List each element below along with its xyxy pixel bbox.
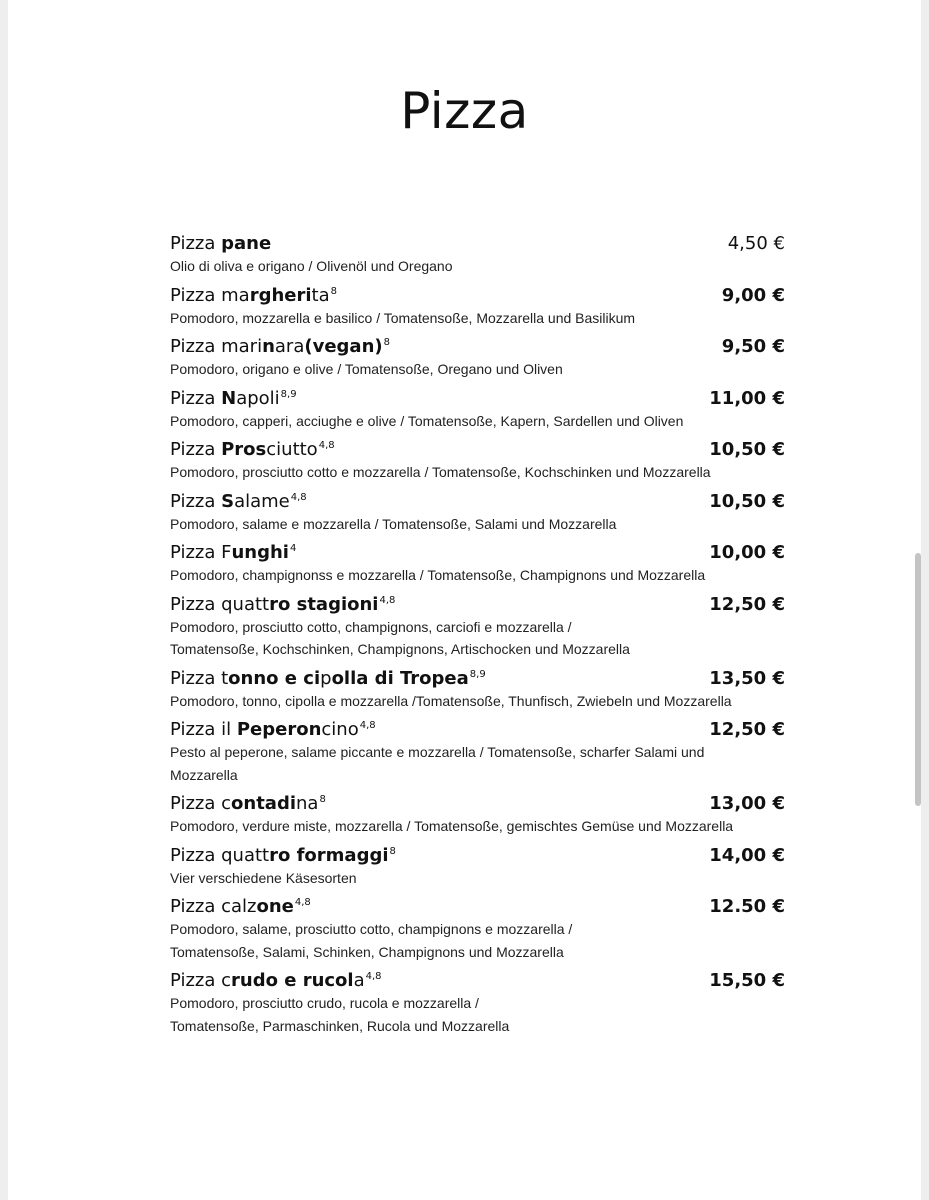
allergen-codes: 8 — [330, 285, 337, 297]
menu-item-name-bold: one — [256, 896, 294, 917]
menu-item — [170, 963, 795, 1037]
menu-item-name-part: Pizza — [170, 387, 222, 409]
menu-item-name — [170, 542, 296, 563]
menu-item — [170, 889, 795, 963]
menu-item-name-bold: n — [262, 336, 275, 357]
menu-item — [170, 786, 795, 838]
allergen-codes: 4,8 — [379, 594, 396, 606]
menu-item-name-bold: rgheri — [249, 284, 312, 306]
menu-item-description — [170, 358, 795, 381]
menu-item-name-part: Pizza quatt — [170, 593, 270, 615]
menu-item-name — [170, 388, 297, 409]
menu-item-name-part: alame — [234, 490, 290, 512]
menu-item-name-part: Pizza quatt — [170, 844, 270, 866]
allergen-codes: 4,8 — [318, 440, 335, 451]
menu-item-name-part: Pizza mari — [170, 336, 263, 357]
menu-item-name — [170, 491, 307, 512]
menu-item — [170, 838, 795, 890]
menu-item-name — [170, 668, 486, 689]
menu-item-name-bold: N — [221, 387, 237, 409]
menu-item-name-bold: Peperon — [236, 719, 322, 740]
menu-item-price: 11,00 € — [709, 387, 785, 409]
menu-item-header — [170, 226, 795, 254]
menu-item-header — [170, 786, 795, 814]
menu-item-description — [170, 690, 795, 713]
menu-item-name-part: ta — [311, 284, 330, 306]
allergen-codes: 8 — [319, 794, 326, 805]
menu-item-price: 9,00 € — [721, 284, 785, 306]
menu-item-price: 10,50 € — [709, 490, 785, 512]
menu-item-name-part: Pizza il — [170, 719, 237, 740]
page-title: Pizza — [400, 82, 529, 140]
menu-item-price: 12,50 € — [709, 593, 785, 615]
menu-item-name — [170, 719, 376, 740]
menu-item-name — [170, 336, 390, 357]
description-line: Pomodoro, salame e mozzarella / Tomatensoße, Salami und Mozzarella — [170, 515, 617, 532]
menu-item-name-bold: unghi — [231, 542, 289, 563]
menu-item-header — [170, 889, 795, 917]
menu-item-name-part: Pizza — [170, 439, 222, 460]
menu-item-description — [170, 616, 795, 661]
description-line: Pomodoro, verdure miste, mozzarella / Tomatensoße, gemischtes Gemüse und Mozzarella — [170, 818, 734, 834]
menu-item-name-part: Pizza F — [170, 542, 232, 563]
menu-item-price: 10,50 € — [709, 439, 785, 460]
description-line: Olio di oliva e origano / Olivenöl und Oregano — [170, 258, 453, 274]
menu-item-name-part: Pizza t — [170, 667, 229, 689]
menu-item-description — [170, 741, 795, 786]
menu-item-price: 12.50 € — [709, 896, 785, 917]
menu-item-description — [170, 992, 795, 1037]
menu-item-description — [170, 307, 795, 330]
menu-item-description — [170, 461, 795, 484]
menu-item — [170, 381, 795, 433]
allergen-codes: 8,9 — [469, 668, 486, 680]
description-line: Pomodoro, champignonss e mozzarella / Tomatensoße, Champignons und Mozzarella — [170, 567, 706, 583]
allergen-codes: 4,8 — [359, 720, 376, 731]
menu-item-description — [170, 564, 795, 587]
description-line: Tomatensoße, Parmaschinken, Rucola und Mozzarella — [170, 1017, 510, 1034]
menu-item-header — [170, 535, 795, 563]
vertical-scrollbar[interactable] — [915, 553, 921, 806]
description-line: Pomodoro, prosciutto cotto, champignons, carciofi e mozzarella / — [170, 618, 572, 635]
menu-item-name-bold: olla di Tropea — [331, 667, 469, 689]
menu-item-price: 15,50 € — [709, 970, 785, 991]
menu-item — [170, 661, 795, 713]
pizza-menu-list — [170, 226, 795, 1037]
menu-item-name-part: Pizza — [170, 233, 222, 254]
menu-item-description — [170, 867, 795, 890]
menu-item-name — [170, 285, 337, 306]
menu-item-header — [170, 963, 795, 991]
description-line: Pomodoro, mozzarella e basilico / Tomatensoße, Mozzarella und Basilikum — [170, 309, 636, 326]
allergen-codes: 8,9 — [280, 388, 297, 400]
menu-item-description — [170, 255, 795, 278]
menu-item-name-part: cino — [321, 719, 359, 740]
menu-item — [170, 712, 795, 786]
menu-item-name — [170, 896, 311, 917]
menu-item-name — [170, 845, 396, 866]
menu-item-header — [170, 484, 795, 512]
menu-item — [170, 535, 795, 587]
allergen-codes: 4,8 — [290, 491, 307, 503]
menu-item — [170, 278, 795, 330]
menu-item-header — [170, 661, 795, 689]
menu-item-name-part: apoli — [236, 387, 280, 409]
allergen-codes: 4,8 — [294, 897, 311, 908]
menu-item-name-part: a — [353, 970, 365, 991]
menu-item-header — [170, 838, 795, 866]
allergen-codes: 8 — [383, 337, 390, 348]
menu-item-name-part: Pizza c — [170, 970, 232, 991]
menu-item-name — [170, 233, 271, 254]
menu-page — [8, 0, 921, 1200]
menu-item-header — [170, 432, 795, 460]
menu-item-header — [170, 712, 795, 740]
menu-item-name-bold: rudo e rucol — [231, 970, 354, 991]
menu-item-description — [170, 513, 795, 536]
menu-item — [170, 587, 795, 661]
menu-item-price: 10,00 € — [709, 542, 785, 563]
menu-item-name-part: Pizza c — [170, 793, 232, 814]
description-line: Mozzarella — [170, 766, 238, 783]
menu-item-name-bold: Pros — [221, 439, 267, 460]
description-line: Pomodoro, origano e olive / Tomatensoße, Oregano und Oliven — [170, 361, 563, 377]
allergen-codes: 4,8 — [365, 971, 382, 982]
menu-item-name-part: ara — [274, 336, 305, 357]
menu-item-description — [170, 815, 795, 838]
menu-item-name-bold: (vegan) — [304, 336, 383, 357]
menu-item — [170, 432, 795, 484]
menu-item-name — [170, 970, 382, 991]
description-line: Pomodoro, tonno, cipolla e mozzarella /Tomatensoße, Thunfisch, Zwiebeln und Mozzarella — [170, 692, 732, 709]
menu-item-description — [170, 410, 795, 433]
menu-item-name-part: ciutto — [266, 439, 318, 460]
menu-item-description — [170, 918, 795, 963]
allergen-codes: 8 — [389, 845, 396, 857]
menu-item-header — [170, 381, 795, 409]
menu-item-name-part: Pizza ma — [170, 284, 250, 306]
menu-item-header — [170, 278, 795, 306]
menu-item-name — [170, 439, 335, 460]
menu-item — [170, 226, 795, 278]
allergen-codes: 4 — [289, 543, 297, 554]
menu-item-header — [170, 329, 795, 357]
menu-item-name-bold: ro formaggi — [269, 844, 389, 866]
menu-item-name-part: Pizza calz — [170, 896, 257, 917]
menu-item-name — [170, 594, 395, 615]
menu-item-price: 13,00 € — [709, 793, 785, 814]
description-line: Pomodoro, capperi, acciughe e olive / Tomatensoße, Kapern, Sardellen und Oliven — [170, 412, 684, 429]
menu-item — [170, 484, 795, 536]
menu-item-name-bold: pane — [221, 233, 272, 254]
menu-item-price: 9,50 € — [721, 336, 785, 357]
menu-item-name-bold: ontadi — [231, 793, 297, 814]
description-line: Vier verschiedene Käsesorten — [170, 869, 357, 886]
menu-item-price: 13,50 € — [709, 667, 785, 689]
description-line: Pomodoro, salame, prosciutto cotto, champignons e mozzarella / — [170, 921, 573, 937]
description-line: Pesto al peperone, salame piccante e mozzarella / Tomatensoße, scharfer Salami und — [170, 744, 705, 760]
menu-item-price: 12,50 € — [709, 719, 785, 740]
menu-item-name-part: Pizza — [170, 490, 222, 512]
menu-item-price: 14,00 € — [709, 844, 785, 866]
description-line: Pomodoro, prosciutto cotto e mozzarella / Tomatensoße, Kochschinken und Mozzarella — [170, 464, 711, 480]
description-line: Tomatensoße, Kochschinken, Champignons, Artischocken und Mozzarella — [170, 641, 630, 657]
menu-item-price: 4,50 € — [727, 233, 785, 254]
menu-item-name — [170, 793, 326, 814]
menu-item-name-part: na — [296, 793, 319, 814]
menu-item-name-bold: onno e ci — [228, 667, 321, 689]
menu-item-header — [170, 587, 795, 615]
menu-item-name-bold: S — [221, 490, 235, 512]
description-line: Tomatensoße, Salami, Schinken, Champignons und Mozzarella — [170, 943, 564, 960]
description-line: Pomodoro, prosciutto crudo, rucola e mozzarella / — [170, 995, 479, 1011]
menu-item-name-part: p — [320, 667, 332, 689]
menu-item-name-bold: ro stagioni — [269, 593, 379, 615]
menu-item — [170, 329, 795, 381]
